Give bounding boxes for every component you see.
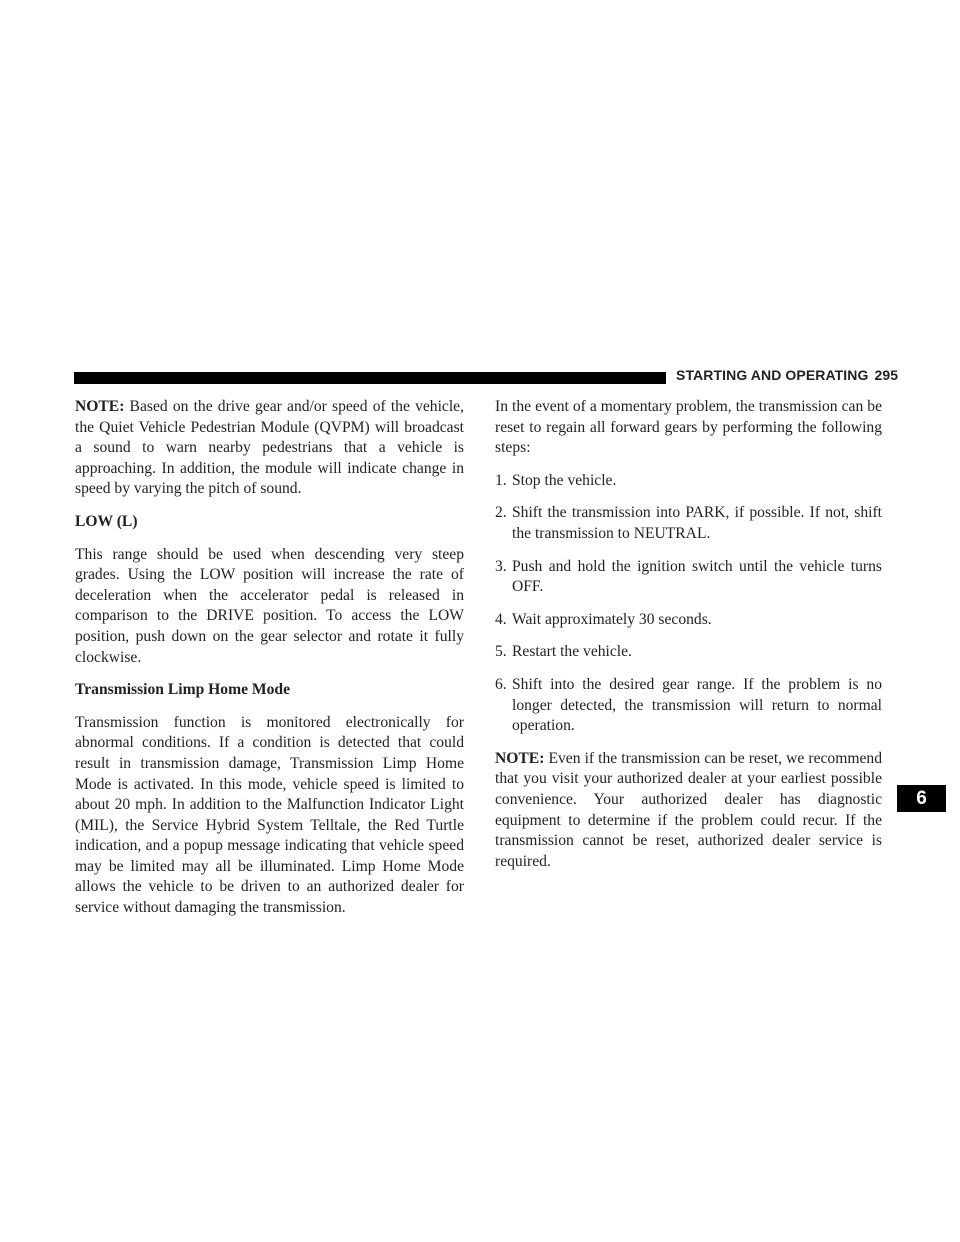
running-header [676, 367, 898, 383]
step-text: Restart the vehicle. [512, 643, 632, 661]
paragraph-reset-intro: In the event of a momentary problem, the transmission can be reset to regain all forward gears by performing the following steps: [495, 398, 882, 457]
step-number: 2. [495, 504, 507, 522]
left-column [75, 397, 464, 931]
note-text: Even if the transmission can be reset, we recommend that you visit your authorized dealer at your earliest possible convenience. Your authorized dealer has diagnostic equipment to determine if the problem could recur. If the transmission cannot be reset, authorized dealer service is required. [495, 749, 882, 870]
step-text: Wait approximately 30 seconds. [512, 610, 712, 628]
reset-steps-list [495, 471, 882, 737]
step-text: Push and hold the ignition switch until the vehicle turns OFF. [512, 557, 882, 596]
heading-low: LOW (L) [75, 512, 138, 530]
section-title: STARTING AND OPERATING [676, 367, 869, 383]
step-number: 3. [495, 557, 507, 575]
page-number: 295 [874, 367, 899, 383]
paragraph-low: This range should be used when descending very steep grades. Using the LOW position will increase the rate of deceleration when the accelerator pedal is released in comparison to the DRIVE position. To access the LOW position, push down on the gear selector and rotate it fully clockwise. [75, 545, 464, 666]
list-item [495, 675, 882, 737]
step-text: Stop the vehicle. [512, 471, 617, 489]
list-item [495, 642, 882, 663]
list-item [495, 557, 882, 598]
chapter-tab: 6 [897, 785, 946, 812]
step-number: 4. [495, 610, 507, 628]
list-item [495, 610, 882, 631]
right-column [495, 397, 882, 884]
step-text: Shift the transmission into PARK, if possible. If not, shift the transmission to NEUTRAL. [512, 504, 882, 542]
paragraph-limp-home: Transmission function is monitored electronically for abnormal conditions. If a condition is detected that could result in transmission damage, Transmission Limp Home Mode is activated. In this mode, vehicle speed is limited to about 20 mph. In addition to the Malfunction Indicator Light (MIL), the Service Hybrid System Telltale, the Red Turtle indication, and a popup message indicating that vehicle speed may be limited may all be illuminated. Limp Home Mode allows the vehicle to be driven to an authorized dealer for service without damaging the transmission. [75, 713, 464, 917]
note-text: Based on the drive gear and/or speed of the vehicle, the Quiet Vehicle Pedestrian Module (QVPM) will broadcast a sound to warn nearby pedestrians that a vehicle is approaching. In addition, the module will indicate change in speed by varying the pitch of sound. [75, 398, 464, 498]
note-dealer [495, 749, 882, 873]
header-rule [74, 372, 666, 384]
list-item [495, 471, 882, 492]
heading-limp-home: Transmission Limp Home Mode [75, 681, 290, 699]
note-label: NOTE: [75, 398, 125, 415]
note-label: NOTE: [495, 749, 545, 767]
list-item [495, 503, 882, 544]
step-number: 5. [495, 643, 507, 661]
step-number: 1. [495, 471, 507, 489]
step-number: 6. [495, 675, 507, 693]
note-qvpm [75, 397, 464, 500]
step-text: Shift into the desired gear range. If the problem is no longer detected, the transmission will return to normal operation. [512, 675, 882, 735]
